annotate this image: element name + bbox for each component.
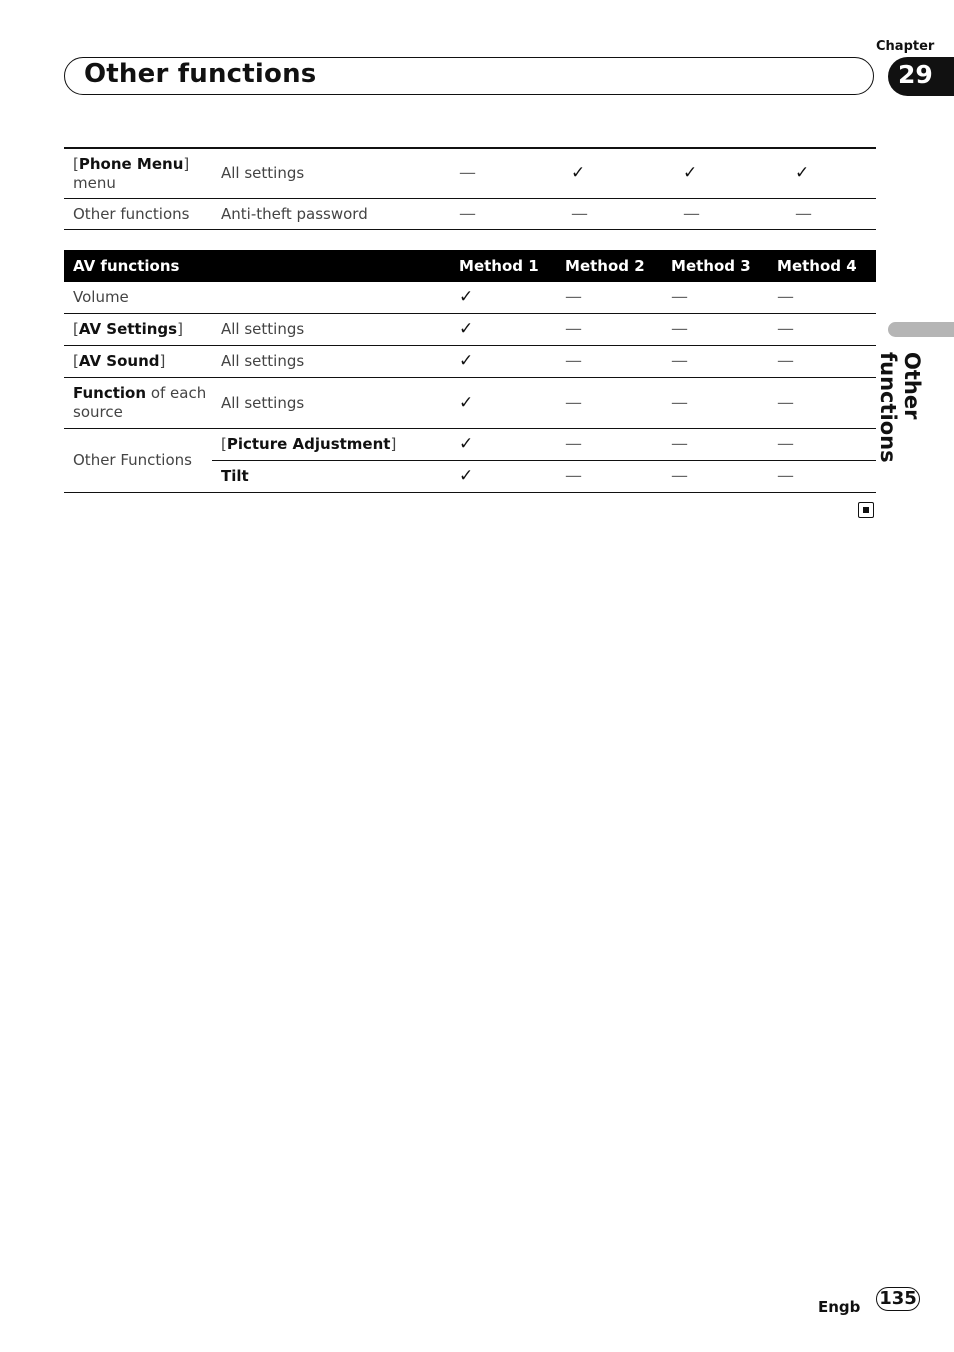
method4-cell: — (769, 282, 876, 314)
setting-cell: All settings (212, 148, 451, 199)
table-row (64, 346, 876, 378)
method4-cell: — (769, 346, 876, 378)
setting-name: Picture Adjustment (226, 435, 391, 453)
method2-cell: ✓ (563, 148, 675, 199)
function-name-cell: Other functions (73, 204, 190, 223)
bracket-open: [ (73, 320, 79, 338)
setting-cell: All settings (212, 346, 451, 378)
function-group-cell: Other Functions (73, 451, 192, 469)
menu-name: AV Sound (78, 352, 160, 370)
side-tab-bar (888, 322, 954, 337)
method3-cell: — (663, 346, 769, 378)
setting-cell: All settings (212, 378, 451, 429)
functions-table-continued (64, 147, 876, 230)
method3-cell: — (663, 378, 769, 429)
table-row (64, 148, 876, 199)
method1-cell: ✓ (451, 346, 557, 378)
method3-cell: — (663, 314, 769, 346)
side-tab-label: Other functions (876, 352, 924, 463)
menu-suffix: menu (73, 173, 116, 192)
setting-cell (212, 429, 451, 461)
end-of-section-icon (858, 502, 874, 518)
setting-cell: Tilt (221, 467, 249, 485)
method1-cell: ✓ (451, 378, 557, 429)
table-row (64, 429, 876, 461)
method2-cell: — (557, 282, 663, 314)
function-name-line2: source (73, 403, 123, 421)
function-name-cell: Volume (64, 282, 212, 314)
method2-cell: — (557, 346, 663, 378)
table-row (64, 282, 876, 314)
bracket-close: ] (390, 435, 397, 453)
setting-cell (212, 282, 451, 314)
setting-cell: Anti-theft password (221, 204, 368, 223)
function-name-bold: Function (73, 384, 147, 402)
bracket-close: ] (183, 154, 190, 173)
method2-cell: — (571, 203, 588, 224)
function-name-cell (64, 346, 212, 378)
method4-cell: — (769, 314, 876, 346)
method2-cell: — (557, 314, 663, 346)
method3-cell: ✓ (675, 148, 787, 199)
method2-cell: — (557, 429, 663, 461)
bracket-close: ] (177, 320, 183, 338)
header-method1: Method 1 (451, 250, 557, 282)
bracket-open: [ (73, 352, 79, 370)
method1-cell: — (451, 148, 563, 199)
chapter-label: Chapter (876, 39, 935, 54)
method4-cell: ✓ (787, 148, 876, 199)
method1-cell: ✓ (451, 282, 557, 314)
menu-name: AV Settings (78, 320, 178, 338)
table-header-row (64, 250, 876, 282)
function-name-cell (64, 314, 212, 346)
method3-cell: — (663, 429, 769, 461)
header-method2: Method 2 (557, 250, 663, 282)
chapter-number: 29 (898, 60, 933, 89)
bracket-close: ] (159, 352, 166, 370)
method1-cell: ✓ (459, 466, 474, 486)
method4-cell: — (769, 378, 876, 429)
method3-cell: — (683, 203, 700, 224)
function-name-cell (64, 378, 212, 429)
setting-cell: All settings (212, 314, 451, 346)
function-name-rest: of each (146, 384, 207, 402)
method1-cell: ✓ (451, 314, 557, 346)
page-number: 135 (876, 1287, 920, 1311)
method1-cell: — (459, 203, 476, 224)
method3-cell: — (663, 282, 769, 314)
menu-name: Phone Menu (78, 154, 184, 173)
method2-cell: — (565, 466, 583, 486)
av-functions-table (64, 250, 876, 493)
header-av-functions: AV functions (64, 250, 451, 282)
table-row (64, 199, 876, 230)
page-title: Other functions (84, 59, 317, 89)
header-method3: Method 3 (663, 250, 769, 282)
bracket-open: [ (221, 435, 227, 453)
method4-cell: — (769, 429, 876, 461)
function-name-cell (64, 148, 212, 199)
method4-cell: — (795, 203, 812, 224)
method1-cell: ✓ (451, 429, 557, 461)
table-row (64, 378, 876, 429)
method2-cell: — (557, 378, 663, 429)
bracket-open: [ (73, 154, 79, 173)
table-row (64, 314, 876, 346)
method4-cell: — (777, 466, 795, 486)
header-method4: Method 4 (769, 250, 876, 282)
footer-language: Engb (818, 1298, 861, 1316)
method3-cell: — (671, 466, 689, 486)
